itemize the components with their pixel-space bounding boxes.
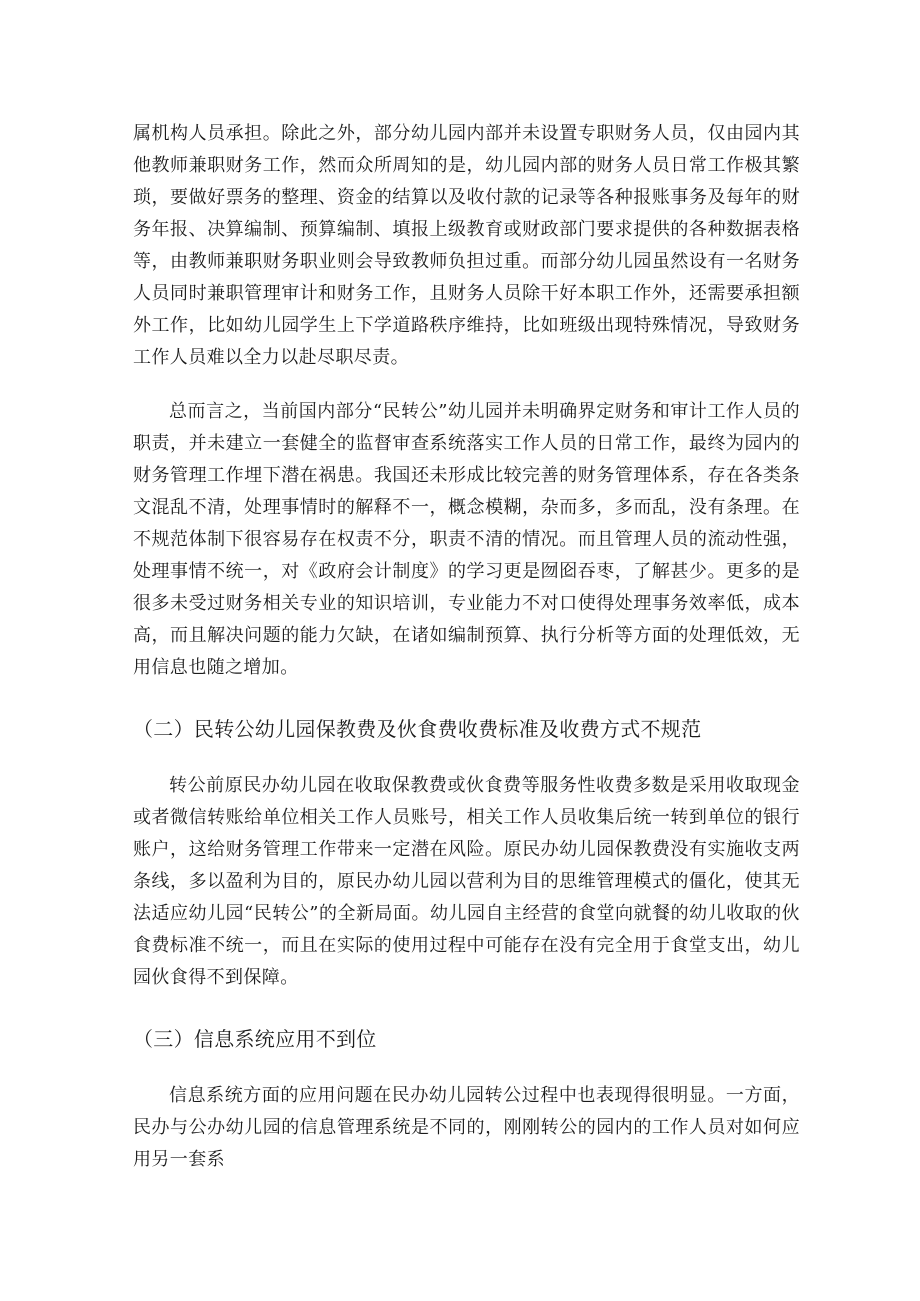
section-heading-3: （三）信息系统应用不到位 <box>133 1027 377 1051</box>
paragraph-continuation: 属机构人员承担。除此之外，部分幼儿园内部并未设置专职财务人员，仅由园内其他教师兼职财务工作，然而众所周知的是，幼儿园内部的财务人员日常工作极其繁琐，要做好票务的整理、资金的结算以及收付款的记录等各种报账事务及每年的财务年报、决算编制、预算编制、填报上级教育或财政部门要求提供的各种数据表格等，由教师兼职财务职业则会导致教师负担过重。而部分幼儿园虽然设有一名财务人员同时兼职管理审计和财务工作，且财务人员除干好本职工作外，还需要承担额外工作，比如幼儿园学生上下学道路秩序维持，比如班级出现特殊情况，导致财务工作人员难以全力以赴尽职尽责。 <box>133 123 800 368</box>
paragraph-fee-standards: 转公前原民办幼儿园在收取保教费或伙食费等服务性收费多数是采用收取现金或者微信转账给单位相关工作人员账号，相关工作人员收集后统一转到单位的银行账户，这给财务管理工作带来一定潜在风险。原民办幼儿园保教费没有实施收支两条线，多以盈利为目的，原民办幼儿园以营利为目的思维管理模式的僵化，使其无法适应幼儿园“民转公”的全新局面。幼儿园自主经营的食堂向就餐的幼儿收取的伙食费标准不统一，而且在实际的使用过程中可能存在没有完全用于食堂支出，幼儿园伙食得不到保障。 <box>133 775 800 988</box>
document-body <box>133 118 800 1176</box>
paragraph-information-system: 信息系统方面的应用问题在民办幼儿园转公过程中也表现得很明显。一方面，民办与公办幼儿园的信息管理系统是不同的，刚刚转公的园内的工作人员对如何应用另一套系 <box>133 1085 800 1170</box>
section-heading-2: （二）民转公幼儿园保教费及伙食费收费标准及收费方式不规范 <box>133 717 702 741</box>
paragraph-summary: 总而言之，当前国内部分“民转公”幼儿园并未明确界定财务和审计工作人员的职责，并未建立一套健全的监督审查系统落实工作人员的日常工作，最终为园内的财务管理工作埋下潜在祸患。我国还未形成比较完善的财务管理体系，存在各类条文混乱不清，处理事情时的解释不一，概念模糊，杂而多，多而乱，没有条理。在不规范体制下很容易存在权责不分，职责不清的情况。而且管理人员的流动性强，处理事情不统一，对《政府会计制度》的学习更是囫囵吞枣，了解甚少。更多的是很多未受过财务相关专业的知识培训，专业能力不对口使得处理事务效率低，成本高，而且解决问题的能力欠缺，在诸如编制预算、执行分析等方面的处理低效，无用信息也随之增加。 <box>133 401 800 678</box>
